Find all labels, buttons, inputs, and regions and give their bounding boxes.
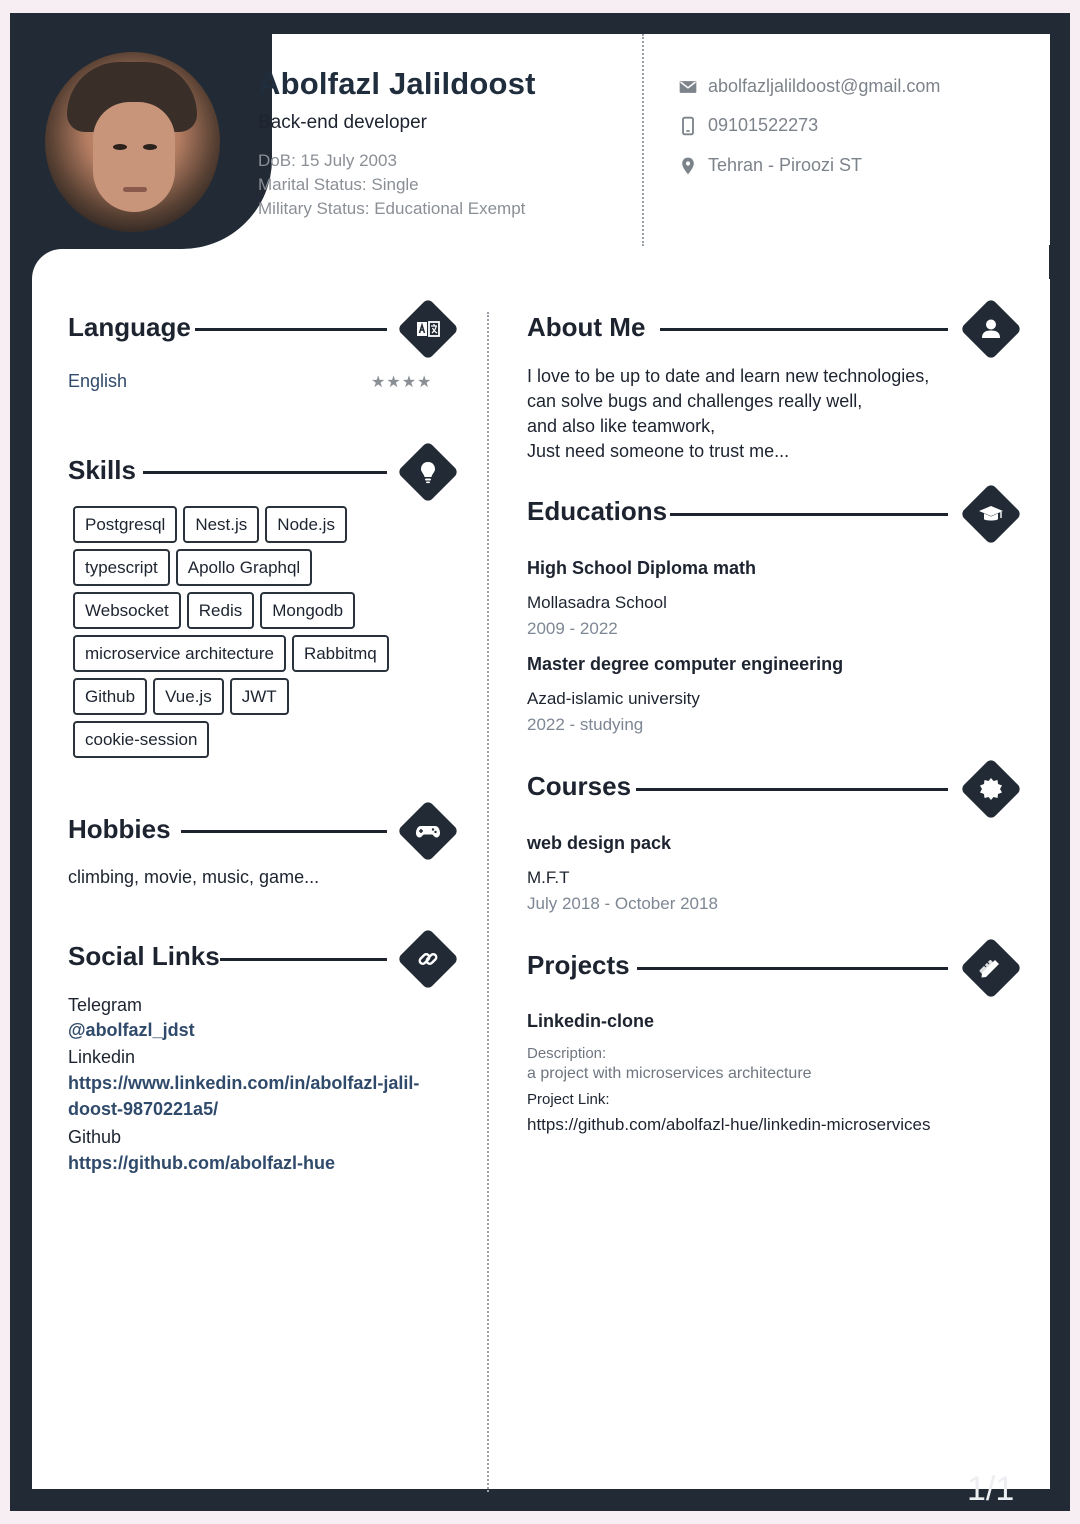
link-icon [414,945,442,973]
skills-row [73,721,403,758]
social-github-label: Github [68,1127,122,1147]
gamepad-icon [414,817,442,845]
avatar [45,52,220,232]
contact-phone[interactable] [678,115,818,136]
right-notch [1049,245,1054,279]
projects-rule [637,967,948,970]
language-rule [195,328,387,331]
about-line: I love to be up to date and learn new technologies, [527,366,930,386]
page-number: 1/1 [967,1470,1015,1508]
courses-heading: Courses [527,771,632,801]
skill-chip: typescript [73,549,170,586]
pencil-ruler-icon [977,954,1005,982]
skill-chip: Postgresql [73,506,177,543]
social-telegram-label: Telegram [68,995,143,1015]
about-line: and also like teamwork, [527,416,716,436]
skill-chip: cookie-session [73,721,209,758]
skill-chip: Vue.js [153,678,224,715]
social-rule [219,958,387,961]
avatar-eye-right [143,144,157,150]
education-school: Mollasadra School [527,593,667,612]
education-degree: Master degree computer engineering [527,654,844,674]
graduation-cap-icon [977,500,1005,528]
profile-name: Abolfazl Jalildoost [258,66,536,101]
skills-row [73,549,403,586]
header-divider [642,34,644,246]
skills-heading: Skills [68,455,136,485]
skills-list [73,506,403,758]
skill-chip: Redis [187,592,254,629]
profile-dob: DoB: 15 July 2003 [258,151,397,170]
contact-email-text: abolfazljalildoost@gmail.com [708,76,941,96]
contact-phone-text: 09101522273 [708,115,819,135]
map-pin-icon [678,156,698,176]
column-divider [487,312,489,1492]
social-telegram-link[interactable]: @abolfazl_jdst [68,1020,195,1040]
profile-role: Back-end developer [258,112,427,133]
skill-chip: Apollo Graphql [176,549,312,586]
avatar-face [93,102,175,212]
educations-rule [670,513,948,516]
language-item-stars: ★★★★ [371,374,433,391]
resume-sheet [32,34,1050,1489]
lightbulb-icon [414,458,442,486]
social-linkedin-link-cont[interactable]: doost-9870221a5/ [68,1099,219,1119]
about-heading: About Me [527,312,646,342]
projects-heading: Projects [527,950,630,980]
social-heading: Social Links [68,941,220,971]
phone-icon [678,116,698,136]
social-linkedin-link[interactable]: https://www.linkedin.com/in/abolfazl-jalil- [68,1073,420,1093]
skill-chip: Rabbitmq [292,635,389,672]
profile-marital-status: Marital Status: Single [258,175,419,194]
skill-chip: JWT [230,678,289,715]
skill-chip: microservice architecture [73,635,286,672]
project-link-label: Project Link: [527,1091,610,1108]
skills-rule [143,471,387,474]
skills-row [73,635,403,672]
educations-heading: Educations [527,496,668,526]
about-rule [660,328,948,331]
project-name: Linkedin-clone [527,1011,655,1031]
education-school: Azad-islamic university [527,689,700,708]
language-heading: Language [68,312,191,342]
avatar-mouth [123,187,147,192]
project-link[interactable]: https://github.com/abolfazl-hue/linkedin-microservices [527,1115,931,1134]
skill-chip: Nest.js [183,506,259,543]
translate-icon [414,315,442,343]
education-degree: High School Diploma math [527,558,757,578]
course-name: web design pack [527,833,672,853]
course-dates: July 2018 - October 2018 [527,894,718,913]
skill-chip: Websocket [73,592,181,629]
skills-row [73,506,403,543]
hobbies-rule [181,830,387,833]
skill-chip: Mongodb [260,592,355,629]
social-github-link[interactable]: https://github.com/abolfazl-hue [68,1153,335,1173]
skill-chip: Github [73,678,147,715]
skills-row [73,678,403,715]
about-line: Just need someone to trust me... [527,441,790,461]
hobbies-text: climbing, movie, music, game... [68,867,320,887]
skills-row [73,592,403,629]
skill-chip: Node.js [265,506,347,543]
user-icon [977,315,1005,343]
language-item-name: English [68,371,128,391]
education-years: 2022 - studying [527,715,644,734]
hobbies-heading: Hobbies [68,814,171,844]
contact-email[interactable] [678,76,940,97]
envelope-icon [678,77,698,97]
education-years: 2009 - 2022 [527,619,618,638]
avatar-eye-left [113,144,127,150]
courses-rule [636,788,948,791]
project-desc-label: Description: [527,1045,607,1062]
project-desc: a project with microservices architecture [527,1065,812,1082]
profile-military-status: Military Status: Educational Exempt [258,199,526,218]
social-linkedin-label: Linkedin [68,1047,136,1067]
badge-icon [977,775,1005,803]
contact-location [678,155,862,176]
about-line: can solve bugs and challenges really well, [527,391,863,411]
contact-location-text: Tehran - Piroozi ST [708,155,863,175]
course-provider: M.F.T [527,868,570,887]
